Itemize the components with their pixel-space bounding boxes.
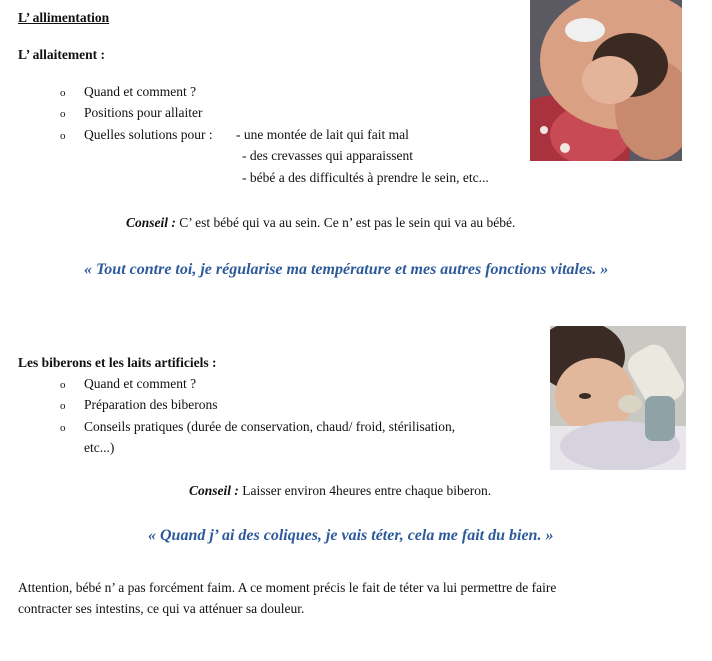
- page-title: L’ allimentation: [18, 10, 110, 25]
- solution-item: - une montée de lait qui fait mal: [236, 127, 409, 142]
- bottles-tip: [189, 483, 491, 499]
- list-item: Quand et comment ?: [84, 84, 197, 99]
- solution-item: - bébé a des difficultés à prendre le sein, etc...: [242, 170, 489, 185]
- breastfeeding-tip: [126, 215, 515, 231]
- breastfeeding-quote: « Tout contre toi, je régularise ma température et mes autres fonctions vitales. »: [84, 261, 609, 278]
- tip-text: Laisser environ 4heures entre chaque biberon.: [242, 483, 492, 498]
- bullet-icon: o: [60, 400, 66, 412]
- bottle-feeding-photo: [550, 326, 686, 470]
- solution-item: - des crevasses qui apparaissent: [242, 148, 413, 163]
- breastfeeding-heading: L’ allaitement :: [18, 47, 105, 62]
- list-item: Positions pour allaiter: [84, 105, 203, 120]
- attention-line-1: Attention, bébé n’ a pas forcément faim. A ce moment précis le fait de téter va lui permettre de faire: [18, 580, 557, 595]
- bullet-icon: o: [60, 130, 66, 142]
- bottles-quote: « Quand j’ ai des coliques, je vais téter, cela me fait du bien. »: [148, 527, 554, 544]
- list-item-continuation: etc...): [84, 440, 115, 455]
- breastfeeding-photo: [530, 0, 682, 161]
- bullet-icon: o: [60, 379, 66, 391]
- list-item: Préparation des biberons: [84, 397, 218, 412]
- tip-label: Conseil :: [189, 483, 239, 498]
- bullet-icon: o: [60, 422, 66, 434]
- bullet-icon: o: [60, 87, 66, 99]
- attention-line-2: contracter ses intestins, ce qui va atténuer sa douleur.: [18, 601, 305, 616]
- tip-label: Conseil :: [126, 215, 176, 230]
- list-item: Quand et comment ?: [84, 376, 197, 391]
- bullet-icon: o: [60, 108, 66, 120]
- list-item: Quelles solutions pour :: [84, 127, 213, 142]
- list-item: Conseils pratiques (durée de conservation, chaud/ froid, stérilisation,: [84, 419, 456, 434]
- bottles-heading: Les biberons et les laits artificiels :: [18, 355, 217, 370]
- tip-text: C’ est bébé qui va au sein. Ce n’ est pas le sein qui va au bébé.: [179, 215, 516, 230]
